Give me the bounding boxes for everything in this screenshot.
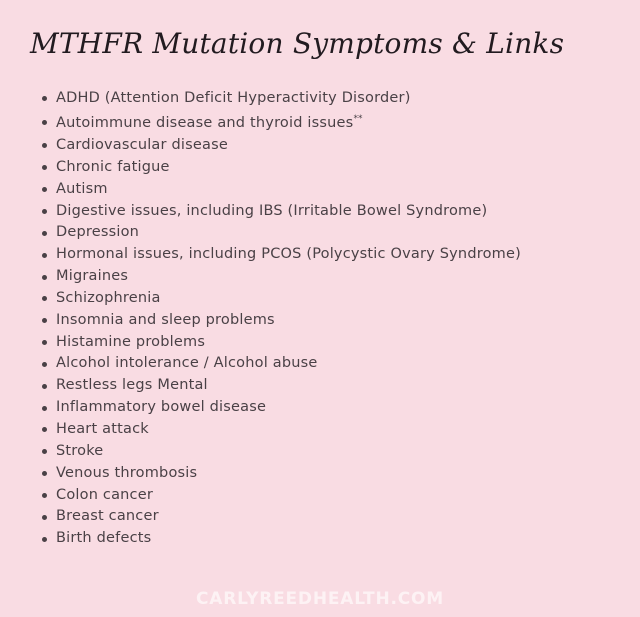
bullet-icon: [42, 318, 47, 323]
bullet-icon: [42, 209, 47, 214]
bullet-icon: [42, 362, 47, 367]
list-item: [36, 244, 616, 266]
symptom-label: Cardiovascular disease: [56, 137, 228, 154]
list-item: [36, 266, 616, 288]
symptom-label: Inflammatory bowel disease: [56, 399, 267, 416]
symptom-label: Breast cancer: [56, 508, 159, 525]
bullet-icon: [42, 143, 47, 148]
list-item: [36, 135, 616, 157]
list-item: [36, 353, 616, 375]
bullet-icon: [42, 384, 47, 389]
symptom-label: Digestive issues, including IBS (Irritable Bowel Syndrome): [56, 202, 488, 219]
list-item: [36, 310, 616, 332]
symptom-label: Chronic fatigue: [56, 158, 170, 175]
list-item: [36, 397, 616, 419]
bullet-icon: [42, 165, 47, 170]
list-item: [36, 157, 616, 179]
list-item: [36, 201, 616, 223]
symptom-label: Schizophrenia: [56, 289, 161, 306]
symptoms-list: [36, 88, 616, 551]
symptom-label: Alcohol intolerance / Alcohol abuse: [56, 355, 318, 372]
page-title: MTHFR Mutation Symptoms & Links: [30, 27, 565, 60]
list-item: [36, 109, 616, 135]
list-item: [36, 375, 616, 397]
symptom-label: Migraines: [56, 268, 129, 285]
bullet-icon: [42, 427, 47, 432]
list-item: [36, 528, 616, 550]
list-item: [36, 288, 616, 310]
bullet-icon: [42, 96, 47, 101]
bullet-icon: [42, 515, 47, 520]
symptom-label: Venous thrombosis: [56, 464, 198, 481]
symptom-label: Hormonal issues, including PCOS (Polycystic Ovary Syndrome): [56, 246, 521, 263]
bullet-icon: [42, 449, 47, 454]
symptom-label: Depression: [56, 224, 140, 241]
bullet-icon: [42, 231, 47, 236]
list-item: [36, 222, 616, 244]
symptom-label: Heart attack: [56, 420, 149, 437]
bullet-icon: [42, 253, 47, 258]
symptom-label: Birth defects: [56, 530, 152, 547]
footnote-marker: **: [353, 114, 363, 125]
list-item: [36, 441, 616, 463]
list-item: [36, 419, 616, 441]
bullet-icon: [42, 120, 47, 125]
bullet-icon: [42, 537, 47, 542]
symptom-label: Colon cancer: [56, 486, 153, 503]
list-item: [36, 485, 616, 507]
symptom-label: Histamine problems: [56, 333, 206, 350]
bullet-icon: [42, 493, 47, 498]
bullet-icon: [42, 406, 47, 411]
bullet-icon: [42, 340, 47, 345]
symptom-label: ADHD (Attention Deficit Hyperactivity Disorder): [56, 89, 411, 106]
list-item: [36, 506, 616, 528]
symptom-label: Autoimmune disease and thyroid issues: [56, 115, 354, 132]
list-item: [36, 179, 616, 201]
symptom-label: Insomnia and sleep problems: [56, 311, 275, 328]
watermark: CARLYREEDHEALTH.COM: [196, 589, 444, 609]
bullet-icon: [42, 275, 47, 280]
symptom-label: Autism: [56, 180, 108, 197]
bullet-icon: [42, 296, 47, 301]
bullet-icon: [42, 471, 47, 476]
symptom-label: Restless legs Mental: [56, 377, 208, 394]
list-item: [36, 463, 616, 485]
symptom-label: Stroke: [56, 442, 104, 459]
list-item: [36, 88, 616, 110]
bullet-icon: [42, 187, 47, 192]
list-item: [36, 332, 616, 354]
